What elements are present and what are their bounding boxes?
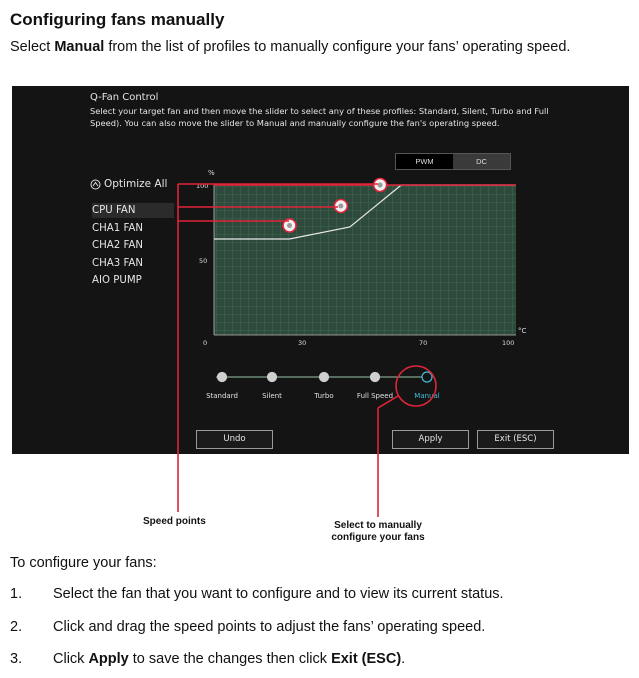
undo-button[interactable]: Undo [196, 430, 273, 449]
step-number: 2. [10, 619, 23, 635]
profile-knob-manual[interactable] [422, 372, 432, 382]
fan-item-cha1[interactable]: CHA1 FAN [92, 223, 143, 234]
x-tick-0: 0 [203, 339, 208, 347]
speed-point-center [287, 223, 292, 228]
profile-label-silent[interactable]: Silent [262, 392, 282, 400]
profile-knob-turbo[interactable] [320, 373, 329, 382]
steps-intro: To configure your fans: [10, 555, 157, 571]
step-3: 3. Click Apply to save the changes then click Exit (ESC). [10, 651, 406, 667]
step-2: 2. Click and drag the speed points to adjust the fans’ operating speed. [10, 619, 486, 635]
x-unit-label: °C [518, 327, 527, 335]
callout-manual: Select to manually configure your fans [331, 520, 425, 543]
speed-point-center [338, 204, 343, 209]
apply-button[interactable]: Apply [392, 430, 469, 449]
x-tick-70: 70 [419, 339, 428, 347]
intro-text: Select Manual from the list of profiles to manually configure your fans’ operating speed. [10, 39, 571, 55]
section-title: Configuring fans manually [10, 10, 225, 29]
profile-label-turbo[interactable]: Turbo [314, 392, 334, 400]
qfan-panel [12, 86, 629, 454]
step-1: 1. Select the fan that you want to configure and to view its current status. [10, 586, 504, 602]
toggle-pwm[interactable]: PWM [396, 154, 453, 169]
profile-label-standard[interactable]: Standard [206, 392, 238, 400]
fan-item-aio-pump[interactable]: AIO PUMP [92, 275, 142, 286]
fan-curve-chart[interactable] [168, 162, 528, 422]
speed-point-center [378, 183, 383, 188]
fan-item-cha3[interactable]: CHA3 FAN [92, 258, 143, 269]
x-tick-30: 30 [298, 339, 307, 347]
profile-label-manual[interactable]: Manual [414, 392, 440, 400]
y-tick-100: 100 [196, 182, 209, 190]
qfan-description: Select your target fan and then move the slider to select any of these profiles: Standard, Silent, Turbo and Full Speed). You can also move the slider to Manual and manually configure the fan's operating speed. [90, 106, 549, 128]
gear-icon [90, 179, 101, 190]
callout-speed-points: Speed points [143, 516, 206, 527]
x-tick-100: 100 [502, 339, 515, 347]
optimize-all-button[interactable] [90, 178, 167, 190]
y-unit-label: % [208, 169, 215, 177]
exit-button[interactable]: Exit (ESC) [477, 430, 554, 449]
fan-item-cha2[interactable]: CHA2 FAN [92, 240, 143, 251]
optimize-all-label: Optimize All [104, 178, 168, 190]
y-tick-50: 50 [199, 257, 208, 265]
toggle-dc[interactable]: DC [453, 154, 510, 169]
fan-item-cpu[interactable]: CPU FAN [92, 203, 174, 218]
qfan-title: Q-Fan Control [90, 92, 159, 103]
profile-knob-standard[interactable] [218, 373, 227, 382]
profile-knob-silent[interactable] [268, 373, 277, 382]
step-number: 1. [10, 586, 23, 602]
step-number: 3. [10, 651, 23, 667]
plot-grid [214, 185, 516, 335]
profile-knob-full-speed[interactable] [371, 373, 380, 382]
profile-label-full-speed[interactable]: Full Speed [356, 392, 394, 400]
